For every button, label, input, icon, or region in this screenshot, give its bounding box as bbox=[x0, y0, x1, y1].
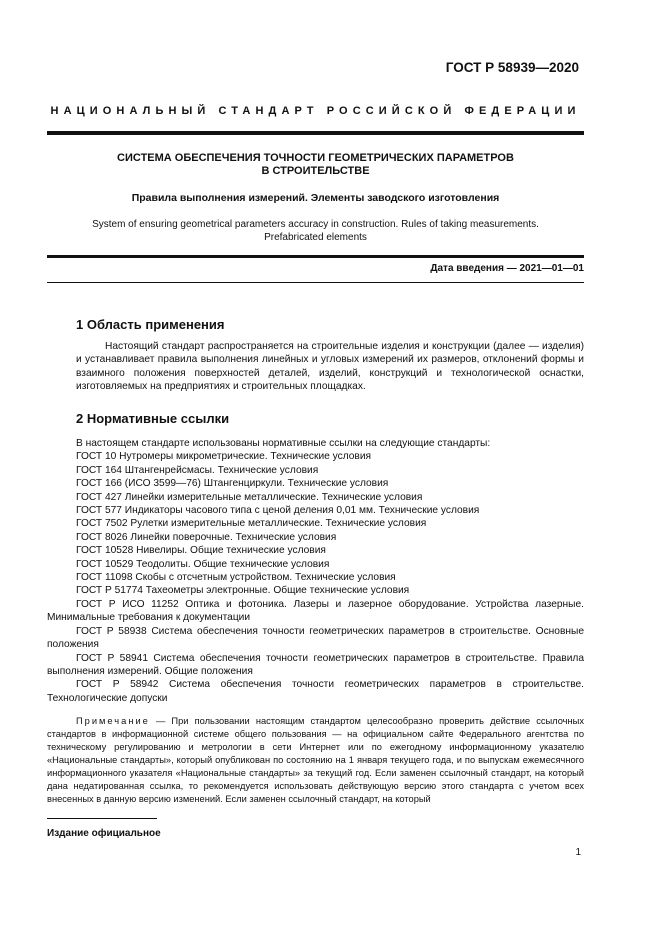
reference-item: ГОСТ 427 Линейки измерительные металлические. Технические условия bbox=[76, 491, 423, 503]
title-thick-rule bbox=[47, 255, 584, 258]
section-2-heading: 2 Нормативные ссылки bbox=[76, 411, 230, 426]
english-title bbox=[47, 218, 584, 244]
reference-item: ГОСТ 8026 Линейки поверочные. Технические условия bbox=[76, 531, 337, 543]
reference-item: ГОСТ 11098 Скобы с отсчетным устройством. Технические условия bbox=[76, 572, 396, 584]
english-title-line-2: Prefabricated elements bbox=[264, 232, 367, 243]
reference-item-wrapped: ГОСТ Р 58942 Система обеспечения точности геометрических параметров в строительстве. Технологические допуски bbox=[47, 679, 584, 704]
reference-item: ГОСТ 10 Нутромеры микрометрические. Технические условия bbox=[76, 451, 372, 463]
title-line-2: В СТРОИТЕЛЬСТВЕ bbox=[261, 165, 370, 177]
date-thin-rule bbox=[47, 282, 584, 283]
national-standard-header: НАЦИОНАЛЬНЫЙ СТАНДАРТ РОССИЙСКОЙ ФЕДЕРАЦИИ bbox=[50, 105, 581, 117]
document-subtitle: Правила выполнения измерений. Элементы заводского изготовления bbox=[131, 192, 500, 204]
page-number: 1 bbox=[575, 847, 581, 858]
title-line-1: СИСТЕМА ОБЕСПЕЧЕНИЯ ТОЧНОСТИ ГЕОМЕТРИЧЕСКИХ ПАРАМЕТРОВ bbox=[117, 152, 514, 164]
normative-references bbox=[47, 437, 584, 705]
document-code: ГОСТ Р 58939—2020 bbox=[445, 60, 579, 75]
section-1-paragraph: Настоящий стандарт распространяется на строительные изделия и конструкции (далее — изделия) и устанавливает правила выполнения линейных и угловых измерений их размеров, отклонений формы и взаимного положения поверхностей деталей, изделий, конструкций и технологической оснастки, изготовляемых на предприятиях и строительных площадках. bbox=[76, 341, 584, 393]
reference-item-wrapped: ГОСТ Р 58941 Система обеспечения точности геометрических параметров в строительстве. Правила выполнения измерений. Общие положения bbox=[47, 652, 584, 677]
note-label: Примечание bbox=[76, 716, 150, 726]
note-paragraph bbox=[47, 715, 584, 806]
section-1-heading: 1 Область применения bbox=[76, 317, 225, 332]
reference-item-wrapped: ГОСТ Р 58938 Система обеспечения точности геометрических параметров в строительстве. Основные положения bbox=[47, 625, 584, 651]
document-title bbox=[47, 152, 584, 178]
official-edition-label: Издание официальное bbox=[47, 828, 161, 839]
reference-item: ГОСТ 7502 Рулетки измерительные металлические. Технические условия bbox=[76, 518, 427, 530]
top-thick-rule bbox=[47, 131, 584, 135]
reference-item: ГОСТ 10529 Теодолиты. Общие технические условия bbox=[76, 558, 330, 570]
note-text: — При пользовании настоящим стандартом целесообразно проверить действие ссылочных стандартов в информационной системе общего пользования — на официальном сайте Федерального агентства по техническому регулированию и метрологии в сети Интернет или по ежегодному информационному указателю «Национальные стандарты», который опубликован по состоянию на 1 января текущего года, и по выпускам ежемесячного информационного указателя «Национальные стандарты» за текущий год. Если заменен ссылочный стандарт, на который дана недатированная ссылка, то рекомендуется использовать действующую версию этого стандарта с учетом всех внесенных в данную версию изменений. Если заменен ссылочный стандарт, на который bbox=[47, 716, 584, 804]
introduction-date: Дата введения — 2021—01—01 bbox=[430, 263, 584, 274]
reference-item: ГОСТ 166 (ИСО 3599—76) Штангенциркули. Технические условия bbox=[76, 478, 389, 490]
reference-item-wrapped: ГОСТ Р ИСО 11252 Оптика и фотоника. Лазеры и лазерное оборудование. Устройства лазерные. Минимальные требования к документации bbox=[47, 598, 584, 624]
english-title-line-1: System of ensuring geometrical parameters accuracy in construction. Rules of taking measurements. bbox=[92, 219, 539, 230]
reference-item: ГОСТ Р 51774 Тахеометры электронные. Общие технические условия bbox=[76, 585, 410, 597]
reference-item: ГОСТ 10528 Нивелиры. Общие технические условия bbox=[76, 545, 326, 557]
reference-item: ГОСТ 577 Индикаторы часового типа с ценой деления 0,01 мм. Технические условия bbox=[76, 505, 480, 517]
references-intro: В настоящем стандарте использованы нормативные ссылки на следующие стандарты: bbox=[76, 438, 491, 449]
footer-rule bbox=[47, 818, 157, 819]
section-1-text bbox=[76, 340, 584, 394]
reference-item: ГОСТ 164 Штангенрейсмасы. Технические условия bbox=[76, 464, 319, 476]
